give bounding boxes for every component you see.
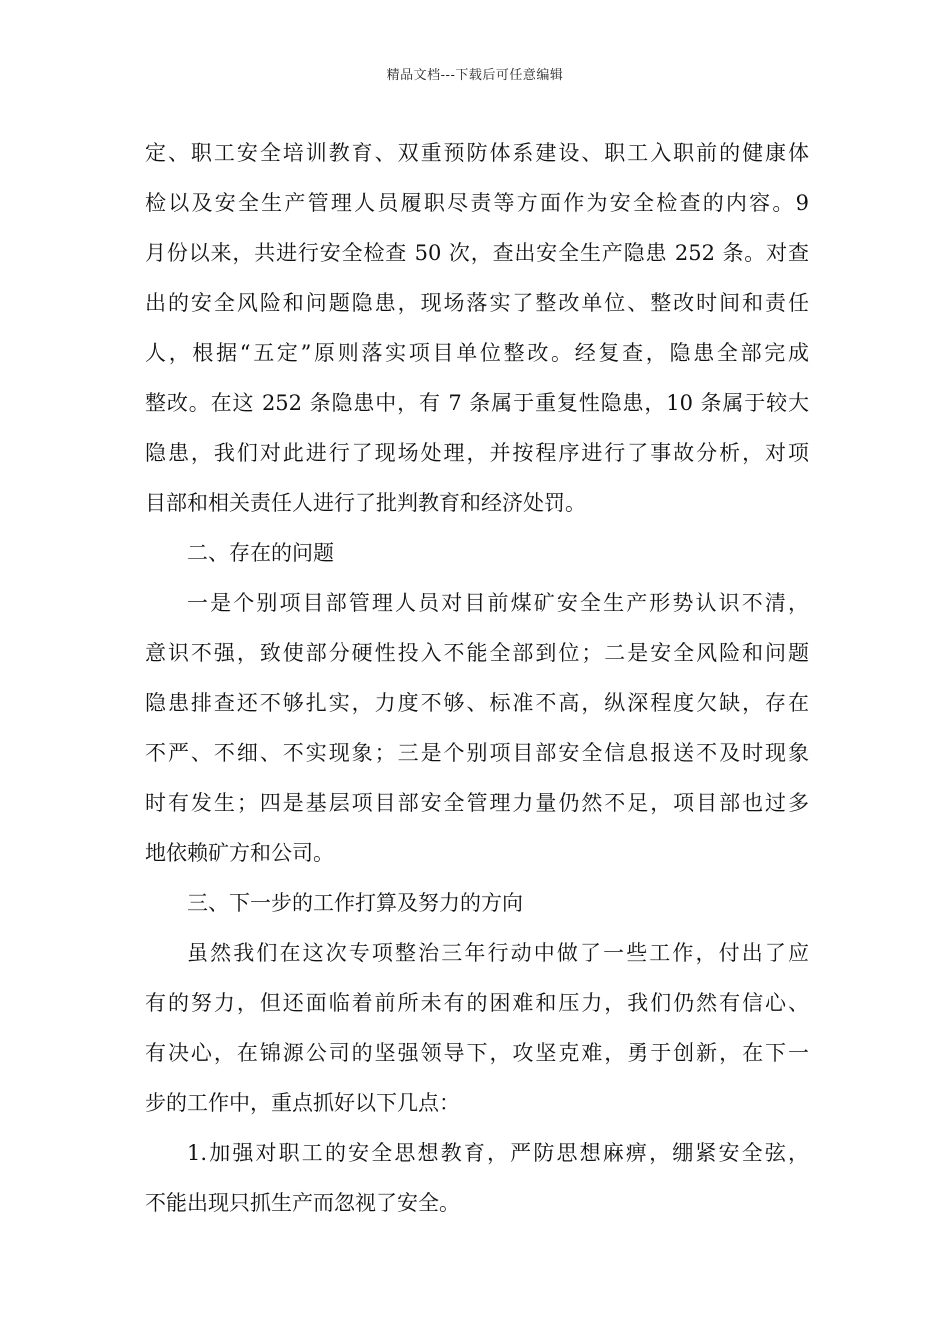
text-line: 隐患，我们对此进行了现场处理，并按程序进行了事故分析，对项 — [145, 441, 809, 465]
text-line: 步的工作中，重点抓好以下几点： — [145, 1091, 460, 1115]
text-line: 地依赖矿方和公司。 — [145, 841, 334, 865]
text-line: 出的安全风险和问题隐患，现场落实了整改单位、整改时间和责任 — [145, 291, 809, 315]
text-line: 整改。在这 252 条隐患中，有 7 条属于重复性隐患，10 条属于较大 — [145, 391, 809, 415]
text-line: 月份以来，共进行安全检查 50 次，查出安全生产隐患 252 条。对查 — [145, 241, 809, 265]
text-line: 不能出现只抓生产而忽视了安全。 — [145, 1191, 460, 1215]
text-line: 隐患排查还不够扎实，力度不够、标准不高，纵深程度欠缺，存在 — [145, 691, 809, 715]
text-line: 1.加强对职工的安全思想教育，严防思想麻痹，绷紧安全弦， — [187, 1141, 809, 1165]
text-line: 不严、不细、不实现象；三是个别项目部安全信息报送不及时现象 — [145, 741, 809, 765]
page-header: 精品文档---下载后可任意编辑 — [386, 68, 564, 83]
text-line: 定、职工安全培训教育、双重预防体系建设、职工入职前的健康体 — [145, 141, 809, 165]
text-line: 三、下一步的工作打算及努力的方向 — [187, 891, 523, 915]
text-line: 有决心，在锦源公司的坚强领导下，攻坚克难，勇于创新，在下一 — [145, 1041, 809, 1065]
text-line: 有的努力，但还面临着前所未有的困难和压力，我们仍然有信心、 — [145, 991, 809, 1015]
text-line: 目部和相关责任人进行了批判教育和经济处罚。 — [145, 491, 586, 515]
text-line: 人，根据“五定”原则落实项目单位整改。经复查，隐患全部完成 — [145, 341, 809, 365]
text-line: 虽然我们在这次专项整治三年行动中做了一些工作，付出了应 — [187, 941, 809, 965]
text-line: 二、存在的问题 — [187, 541, 334, 565]
text-line: 检以及安全生产管理人员履职尽责等方面作为安全检查的内容。9 — [145, 191, 809, 215]
text-line: 时有发生；四是基层项目部安全管理力量仍然不足，项目部也过多 — [145, 791, 809, 815]
text-line: 意识不强，致使部分硬性投入不能全部到位；二是安全风险和问题 — [145, 641, 809, 665]
text-line: 一是个别项目部管理人员对目前煤矿安全生产形势认识不清， — [187, 591, 809, 615]
document-body — [145, 128, 809, 1228]
